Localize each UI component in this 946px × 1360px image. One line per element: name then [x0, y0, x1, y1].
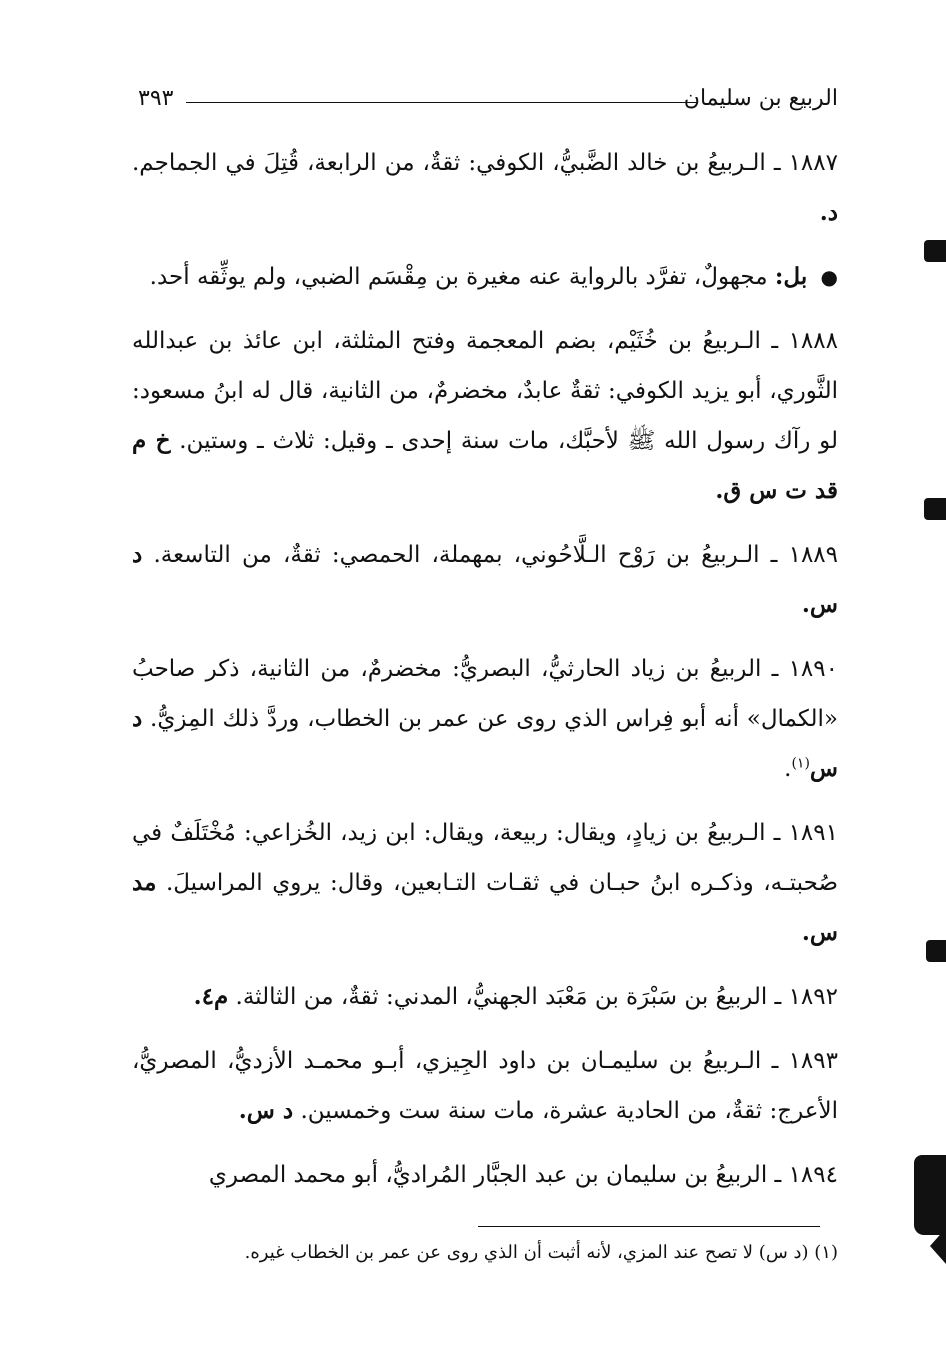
footnote-reference[interactable]: (١): [791, 755, 810, 772]
bullet-icon: ●: [820, 265, 838, 289]
scan-edge-arrow-icon: [930, 1228, 946, 1264]
note-label: بل:: [774, 263, 808, 290]
entry-code: د.: [819, 199, 838, 226]
entry-1890: ١٨٩٠ ـ الربيعُ بن زياد الحارثيُّ، البصريُّ: مخضرمٌ، من الثانية، ذكر صاحبُ «الكمال» أنه أبو فِراس الذي روى عن عمر بن الخطاب، وردَّ ذلك المِزيُّ. د س$^{(١)}$.: [132, 656, 839, 782]
entry-code: د س.: [132, 541, 838, 618]
footnote: (١) (د س) لا تصح عند المزي، لأنه أثبت أن الذي روى عن عمر بن الخطاب غيره.: [244, 1242, 838, 1263]
entry-code: د س: [132, 705, 838, 782]
entry-text: ١٨٩٤ ـ الربيعُ بن سليمان بن عبد الجبَّار المُراديُّ، أبو محمد المصري: [208, 1162, 838, 1188]
entry-code: مد س.: [132, 869, 838, 946]
entry-code: م٤.: [193, 983, 229, 1010]
entry-code: د س.: [238, 1097, 294, 1124]
entry-text: ١٨٩٢ ـ الربيعُ بن سَبْرَة بن مَعْبَد الجهنيُّ، المدني: ثقةٌ، من الثالثة.: [235, 984, 838, 1010]
header-rule: [186, 102, 698, 103]
scan-edge-mark: [924, 498, 946, 520]
entry-1887: [132, 138, 838, 238]
entry-1888: [132, 316, 838, 516]
scan-edge-mark: [914, 1155, 946, 1235]
note-text: مجهولٌ، تفرَّد بالرواية عنه مغيرة بن مِقْسَم الضبي، ولم يوثِّقه أحد.: [149, 264, 768, 290]
running-header: [138, 86, 838, 126]
entry-code: خ م قد ت س ق.: [132, 427, 838, 504]
entry-text: ١٨٩١ ـ الـربيعُ بن زيادٍ، ويقال: ربيعة، ويقال: ابن زيد، الخُزاعي: مُخْتَلَفٌ في صُحبتـه، وذكـره ابنُ حبـان في ثقـات التـابعين، وقال: يروي المراسيلَ.: [132, 820, 838, 896]
page-body: [132, 138, 838, 1214]
page-number: ٣٩٣: [138, 86, 174, 111]
running-title: الربيع بن سليمان: [683, 86, 838, 111]
entry-text: ١٨٨٧ ـ الـربيعُ بن خالد الضَّبيُّ، الكوفي: ثقةٌ، من الرابعة، قُتِلَ في الجماجم.: [132, 150, 838, 176]
editor-note: [132, 252, 838, 302]
scan-edge-mark: [924, 240, 946, 262]
footnote-rule: [478, 1226, 820, 1227]
entry-1892: [132, 972, 838, 1022]
scan-edge-mark: [926, 940, 946, 962]
entry-text: ١٨٨٩ ـ الـربيعُ بن رَوْح الـلَّاحُوني، بمهملة، الحمصي: ثقةٌ، من التاسعة.: [153, 542, 839, 568]
entry-1889: [132, 530, 838, 630]
entry-1893: [132, 1036, 838, 1136]
entry-text: ١٨٩٠ ـ الربيعُ بن زياد الحارثيُّ، البصريُّ: مخضرمٌ، من الثانية، ذكر صاحبُ «الكمال» أنه أبو فِراس الذي روى عن عمر بن الخطاب، وردَّ ذلك المِزيُّ.: [132, 656, 839, 732]
entry-text: ١٨٩٣ ـ الـربيعُ بن سليمـان بن داود الجِيزي، أبـو محمـد الأزديُّ، المصريُّ، الأعرج: ثقةٌ، من الحادية عشرة، مات سنة ست وخمسين.: [132, 1048, 838, 1124]
entry-text: ١٨٨٨ ـ الـربيعُ بن خُثَيْم، بضم المعجمة وفتح المثلثة، ابن عائذ بن عبدالله الثَّوري، أبو يزيد الكوفي: ثقةٌ عابدٌ، مخضرمٌ، من الثانية، قال له ابنُ مسعود: لو رآك رسول الله ﷺ لأحبَّك، مات سنة إحدى ـ وقيل: ثلاث ـ وستين.: [132, 328, 838, 454]
entry-1894: [132, 1150, 838, 1200]
entry-1891: [132, 808, 838, 958]
